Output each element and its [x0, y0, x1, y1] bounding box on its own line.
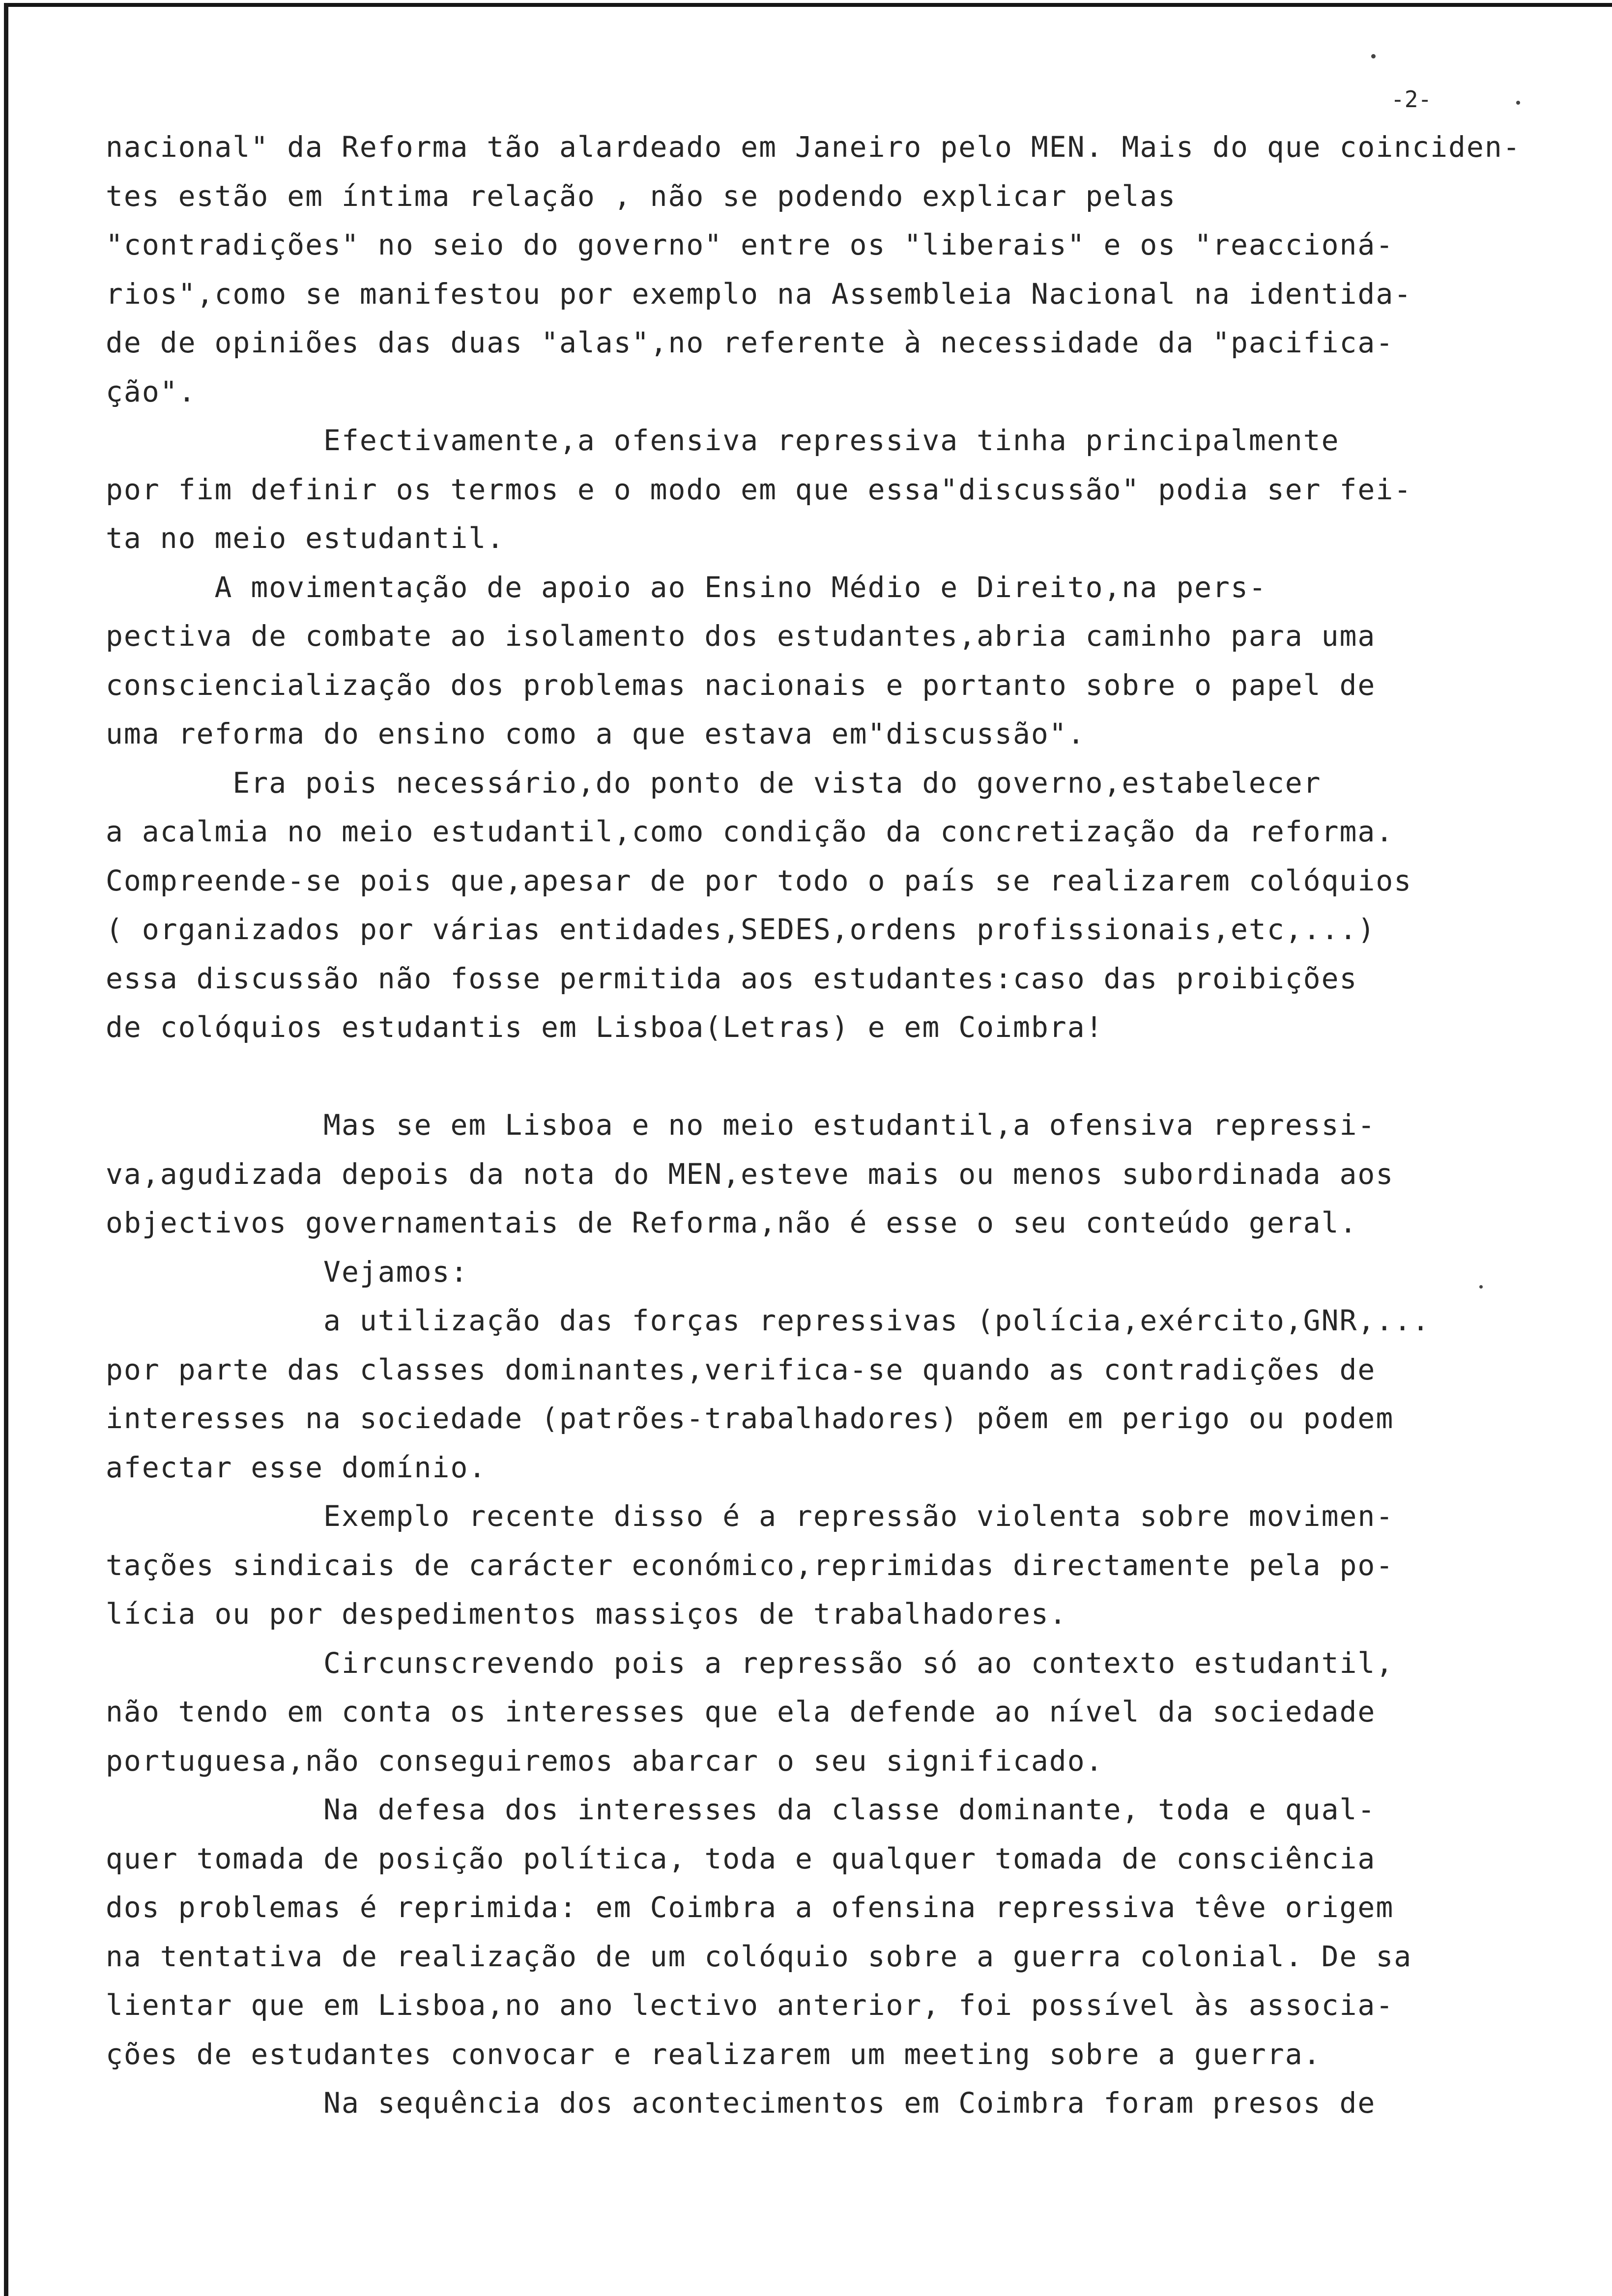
text-line: Exemplo recente disso é a repressão violenta sobre movimen- — [106, 1499, 1394, 1533]
text-line: portuguesa,não conseguiremos abarcar o seu significado. — [106, 1744, 1104, 1778]
text-line: Na defesa dos interesses da classe dominante, toda e qual- — [106, 1793, 1376, 1826]
text-line: a utilização das forças repressivas (polícia,exército,GNR,... — [106, 1304, 1431, 1337]
text-line: consciencialização dos problemas nacionais e portanto sobre o papel de — [106, 668, 1376, 702]
text-line: tes estão em íntima relação , não se podendo explicar pelas — [106, 179, 1177, 213]
scan-speck — [1371, 54, 1376, 58]
text-line: por fim definir os termos e o modo em que essa"discussão" podia ser fei- — [106, 472, 1412, 506]
text-line: nacional" da Reforma tão alardeado em Janeiro pelo MEN. Mais do que coinciden- — [106, 130, 1521, 164]
text-line: por parte das classes dominantes,verifica-se quando as contradições de — [106, 1352, 1376, 1386]
page-number: -2- — [1391, 86, 1432, 113]
text-line: dos problemas é reprimida: em Coimbra a ofensina repressiva têve origem — [106, 1891, 1394, 1924]
text-line: lientar que em Lisboa,no ano lectivo anterior, foi possível às associa- — [106, 1988, 1394, 2022]
text-line: ção". — [106, 374, 197, 408]
text-line: a acalmia no meio estudantil,como condição da concretização da reforma. — [106, 815, 1394, 848]
typewritten-body — [106, 123, 1570, 2128]
text-line: "contradições" no seio do governo" entre os "liberais" e os "reaccioná- — [106, 228, 1394, 261]
text-line: Mas se em Lisboa e no meio estudantil,a ofensiva repressi- — [106, 1108, 1376, 1142]
text-line: objectivos governamentais de Reforma,não é esse o seu conteúdo geral. — [106, 1206, 1358, 1239]
text-line: Efectivamente,a ofensiva repressiva tinha principalmente — [106, 424, 1340, 457]
text-line: Compreende-se pois que,apesar de por todo o país se realizarem colóquios — [106, 863, 1412, 897]
text-line: ( organizados por várias entidades,SEDES,ordens profissionais,etc,...) — [106, 913, 1376, 946]
text-line: pectiva de combate ao isolamento dos estudantes,abria caminho para uma — [106, 619, 1376, 653]
text-line: ta no meio estudantil. — [106, 521, 505, 555]
text-line: essa discussão não fosse permitida aos estudantes:caso das proibições — [106, 961, 1358, 995]
text-line: não tendo em conta os interesses que ela defende ao nível da sociedade — [106, 1695, 1376, 1728]
text-line: quer tomada de posição política, toda e qualquer tomada de consciência — [106, 1841, 1376, 1875]
text-line: Vejamos: — [106, 1255, 469, 1289]
scan-border-top — [5, 3, 1612, 7]
text-line: de de opiniões das duas "alas",no referente à necessidade da "pacifica- — [106, 326, 1394, 359]
text-line: uma reforma do ensino como a que estava em"discussão". — [106, 717, 1086, 750]
text-line: Na sequência dos acontecimentos em Coimbra foram presos de — [106, 2086, 1376, 2120]
text-line: tações sindicais de carácter económico,reprimidas directamente pela po- — [106, 1548, 1394, 1582]
text-line: va,agudizada depois da nota do MEN,esteve mais ou menos subordinada aos — [106, 1157, 1394, 1191]
text-line: Circunscrevendo pois a repressão só ao contexto estudantil, — [106, 1646, 1394, 1680]
text-line: de colóquios estudantis em Lisboa(Letras) e em Coimbra! — [106, 1010, 1104, 1044]
text-line — [106, 1052, 1570, 1101]
text-line: A movimentação de apoio ao Ensino Médio e Direito,na pers- — [106, 570, 1267, 604]
scan-border-left — [4, 3, 8, 2296]
text-line: afectar esse domínio. — [106, 1450, 487, 1484]
text-line: lícia ou por despedimentos massiços de trabalhadores. — [106, 1597, 1067, 1631]
text-line: Era pois necessário,do ponto de vista do governo,estabelecer — [106, 766, 1322, 800]
scan-speck — [1479, 1285, 1483, 1289]
text-line: rios",como se manifestou por exemplo na Assembleia Nacional na identida- — [106, 277, 1412, 311]
text-line: na tentativa de realização de um colóquio sobre a guerra colonial. De sa — [106, 1939, 1412, 1973]
text-line: ções de estudantes convocar e realizarem um meeting sobre a guerra. — [106, 2037, 1322, 2071]
text-line: interesses na sociedade (patrões-trabalhadores) põem em perigo ou podem — [106, 1402, 1394, 1435]
scan-speck — [1516, 101, 1520, 105]
